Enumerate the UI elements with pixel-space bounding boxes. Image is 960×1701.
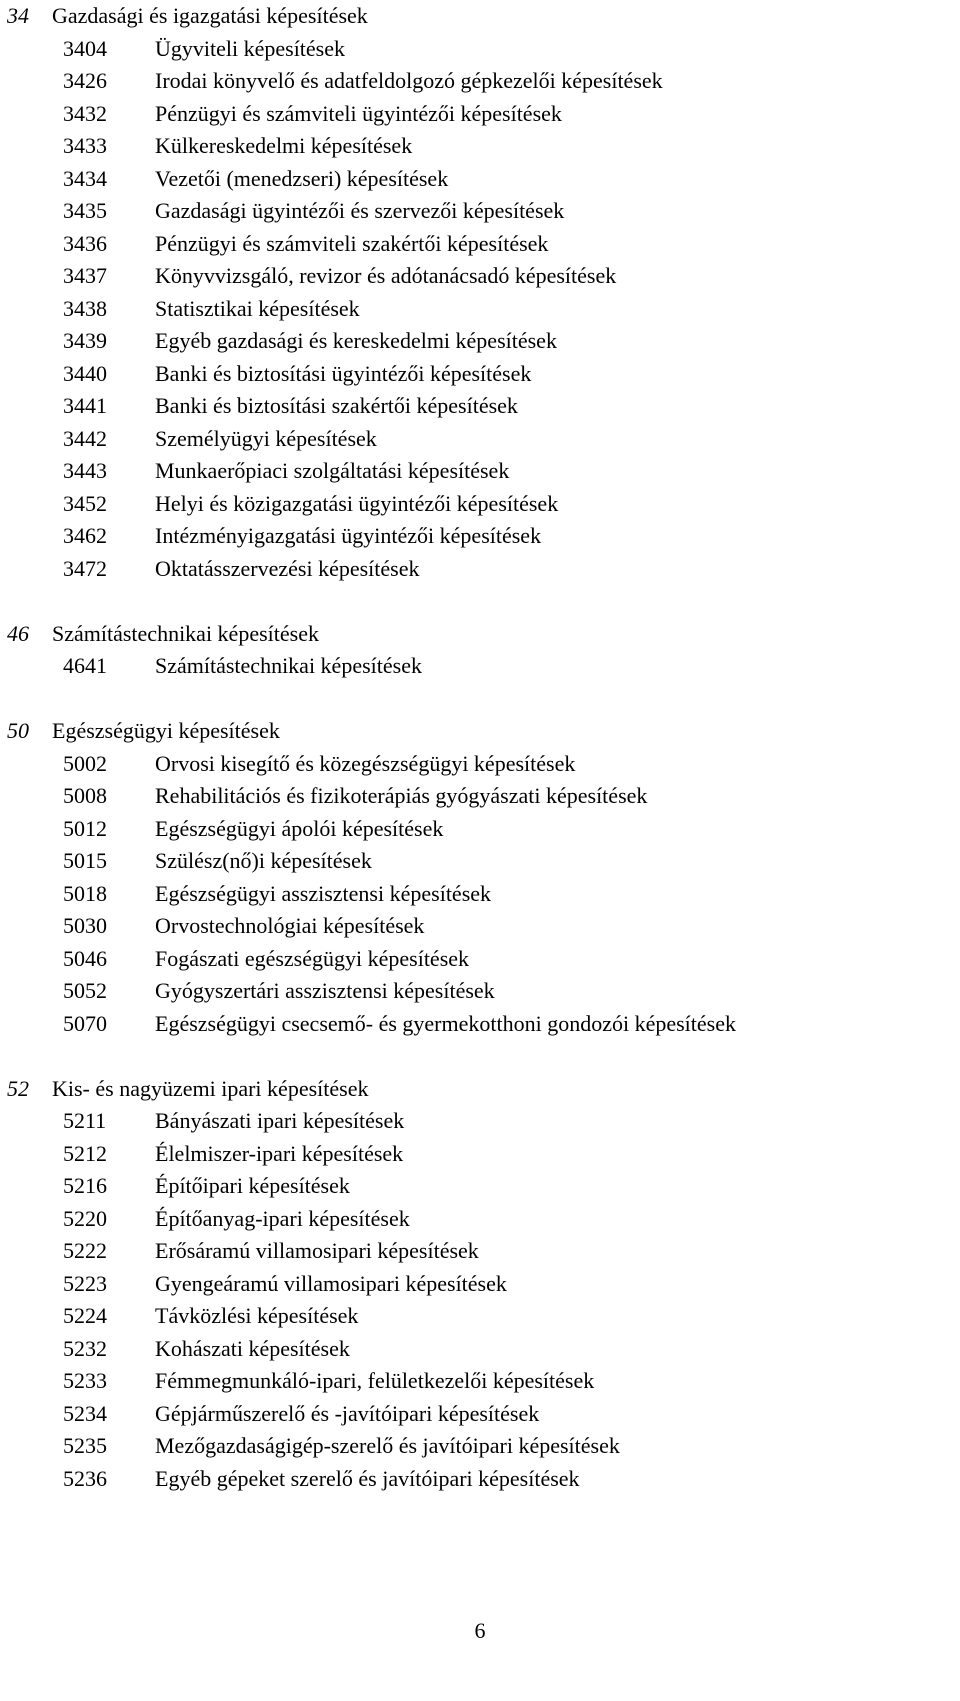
item-code: 3434 [63,165,107,191]
item-code: 3452 [63,490,107,516]
item-code: 5018 [63,880,107,906]
group-title: Egészségügyi képesítések [52,718,280,743]
item-title: Mezőgazdaságigép-szerelő és javítóipari képesítések [155,1433,620,1458]
item-title: Gyógyszertári asszisztensi képesítések [155,978,495,1003]
list-item [0,1235,960,1268]
item-title: Erősáramú villamosipari képesítések [155,1238,479,1263]
item-title: Egyéb gépeket szerelő és javítóipari képesítések [155,1465,580,1491]
list-item [0,1300,960,1333]
item-title: Személyügyi képesítések [155,425,377,451]
list-item [0,228,960,261]
item-code: 5220 [63,1205,107,1231]
list-item [0,1430,960,1463]
item-title: Gépjárműszerelő és -javítóipari képesítések [155,1400,540,1426]
item-code: 5235 [63,1433,107,1458]
item-title: Élelmiszer-ipari képesítések [155,1140,404,1166]
item-code: 3436 [63,230,107,256]
item-title: Helyi és közigazgatási ügyintézői képesítések [155,490,559,516]
list-item [0,910,960,943]
item-code: 5046 [63,945,107,971]
list-item [0,455,960,488]
item-title: Banki és biztosítási szakértői képesítések [155,393,518,418]
item-title: Orvosi kisegítő és közegészségügyi képesítések [155,750,576,776]
item-code: 5052 [63,978,107,1003]
list-item [0,33,960,66]
list-item [0,293,960,326]
list-item [0,98,960,131]
item-code: 3442 [63,425,107,451]
group-heading [0,618,960,651]
qualification-group [0,0,960,585]
item-title: Egészségügyi asszisztensi képesítések [155,880,492,906]
item-title: Fémmegmunkáló-ipari, felületkezelői képesítések [155,1368,595,1393]
list-item [0,65,960,98]
list-item [0,975,960,1008]
list-item [0,748,960,781]
item-code: 5002 [63,750,107,776]
item-title: Gyengeáramú villamosipari képesítések [155,1270,507,1296]
item-code: 3437 [63,263,107,288]
item-title: Irodai könyvelő és adatfeldolgozó gépkezelői képesítések [155,68,663,93]
item-title: Oktatásszervezési képesítések [155,555,420,581]
list-item [0,813,960,846]
list-item [0,1203,960,1236]
item-title: Orvostechnológiai képesítések [155,913,425,938]
item-code: 3426 [63,68,107,93]
item-title: Szülész(nő)i képesítések [155,848,372,873]
item-code: 4641 [63,653,107,678]
item-code: 5211 [63,1108,107,1133]
list-item [0,163,960,196]
list-item [0,878,960,911]
group-title: Kis- és nagyüzemi ipari képesítések [52,1075,369,1101]
item-title: Gazdasági ügyintézői és szervezői képesítések [155,198,565,223]
item-code: 5212 [63,1140,107,1166]
item-title: Számítástechnikai képesítések [155,653,422,678]
item-title: Egészségügyi csecsemő- és gyermekotthoni gondozói képesítések [155,1010,737,1036]
list-item [0,488,960,521]
item-code: 3435 [63,198,107,223]
item-title: Statisztikai képesítések [155,295,360,321]
item-title: Intézményigazgatási ügyintézői képesítések [155,523,542,548]
list-item [0,520,960,553]
list-item [0,260,960,293]
item-code: 5232 [63,1335,107,1361]
list-item [0,553,960,586]
list-item [0,1365,960,1398]
item-code: 5008 [63,783,107,808]
item-title: Pénzügyi és számviteli szakértői képesítések [155,230,549,256]
qualification-group [0,715,960,1040]
list-item [0,650,960,683]
item-code: 3433 [63,133,107,158]
item-code: 3432 [63,100,107,126]
item-code: 5012 [63,815,107,841]
group-title: Számítástechnikai képesítések [52,620,319,646]
item-title: Építőanyag-ipari képesítések [155,1205,410,1231]
item-code: 5015 [63,848,107,873]
item-code: 5216 [63,1173,107,1198]
list-item [0,325,960,358]
item-title: Külkereskedelmi képesítések [155,133,413,158]
item-title: Egészségügyi ápolói képesítések [155,815,444,841]
item-title: Bányászati ipari képesítések [155,1108,405,1133]
list-item [0,1170,960,1203]
item-code: 3443 [63,458,107,483]
item-title: Rehabilitációs és fizikoterápiás gyógyászati képesítések [155,783,648,808]
group-heading [0,1073,960,1106]
group-code: 50 [7,718,29,743]
list-item [0,943,960,976]
item-code: 5222 [63,1238,107,1263]
list-item [0,780,960,813]
item-code: 5234 [63,1400,107,1426]
list-item [0,845,960,878]
item-code: 3441 [63,393,107,418]
group-code: 34 [7,3,29,28]
item-code: 5236 [63,1465,107,1491]
item-code: 5224 [63,1303,107,1328]
item-title: Pénzügyi és számviteli ügyintézői képesítések [155,100,562,126]
list-item [0,1333,960,1366]
item-title: Építőipari képesítések [155,1173,350,1198]
page-number: 6 [474,1618,486,1643]
item-title: Könyvvizsgáló, revizor és adótanácsadó képesítések [155,263,617,288]
item-code: 5030 [63,913,107,938]
item-code: 3438 [63,295,107,321]
list-item [0,195,960,228]
group-heading [0,715,960,748]
list-item [0,1138,960,1171]
item-title: Vezetői (menedzseri) képesítések [155,165,449,191]
item-title: Fogászati egészségügyi képesítések [155,945,470,971]
item-code: 3472 [63,555,107,581]
list-item [0,1398,960,1431]
qualification-group [0,1073,960,1496]
qualification-group [0,618,960,683]
list-item [0,1463,960,1496]
item-code: 3404 [63,35,107,61]
list-item [0,423,960,456]
item-code: 5070 [63,1010,107,1036]
item-title: Banki és biztosítási ügyintézői képesítések [155,360,532,386]
group-heading [0,0,960,33]
item-title: Kohászati képesítések [155,1335,350,1361]
item-title: Egyéb gazdasági és kereskedelmi képesítések [155,328,557,353]
item-code: 3439 [63,328,107,353]
list-item [0,1268,960,1301]
list-item [0,1105,960,1138]
list-item [0,358,960,391]
group-code: 46 [7,620,29,646]
item-code: 5233 [63,1368,107,1393]
item-title: Munkaerőpiaci szolgáltatási képesítések [155,458,510,483]
group-title: Gazdasági és igazgatási képesítések [52,3,368,28]
item-code: 5223 [63,1270,107,1296]
item-code: 3462 [63,523,107,548]
list-item [0,390,960,423]
list-item [0,130,960,163]
item-code: 3440 [63,360,107,386]
item-title: Távközlési képesítések [155,1303,359,1328]
item-title: Ügyviteli képesítések [155,35,346,61]
list-item [0,1008,960,1041]
group-code: 52 [7,1075,29,1101]
